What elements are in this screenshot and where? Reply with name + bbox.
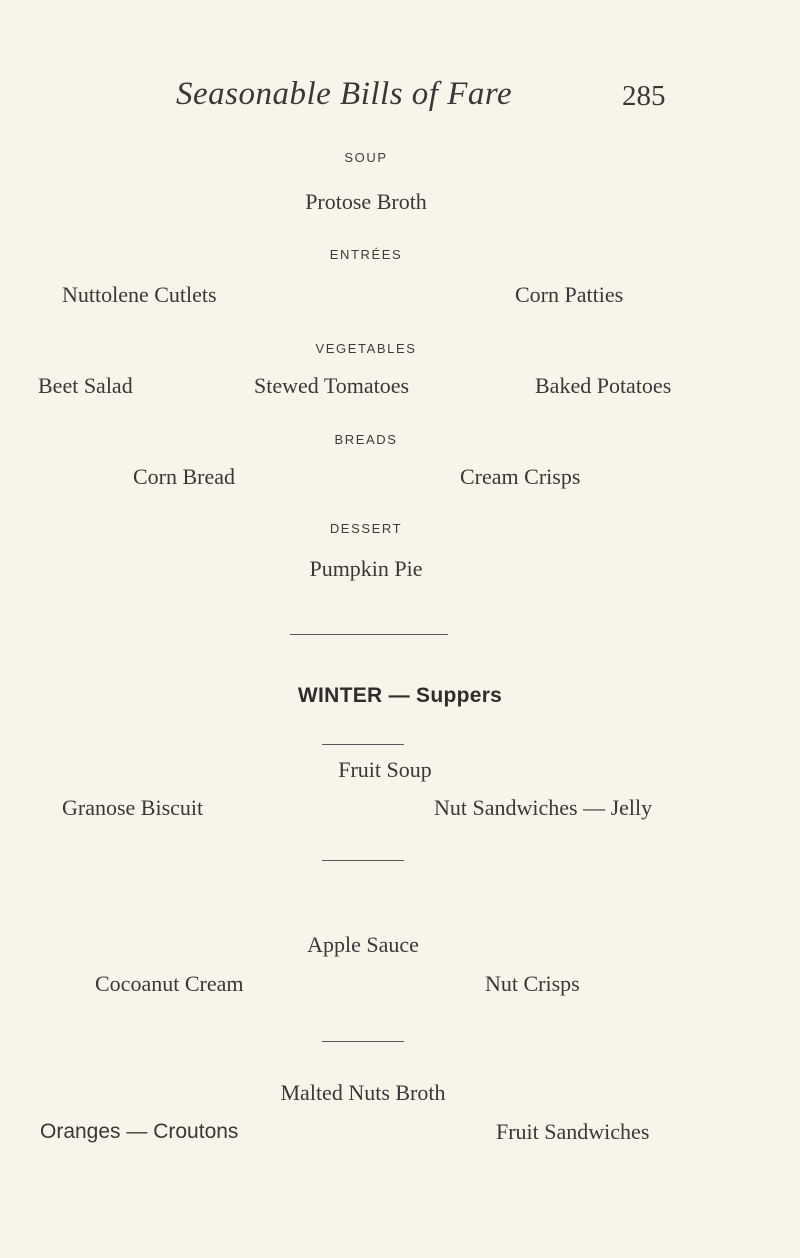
page-number: 285 [622, 80, 666, 112]
bill-divider [322, 860, 404, 861]
entrees-heading: ENTRÉES [329, 247, 403, 262]
supper-item: Nut Crisps [485, 971, 580, 996]
supper-item: Malted Nuts Broth [280, 1080, 446, 1105]
section-divider [290, 634, 448, 635]
entree-item: Nuttolene Cutlets [62, 282, 217, 307]
soup-item: Protose Broth [305, 189, 427, 214]
bread-item: Cream Crisps [460, 464, 581, 489]
bread-item: Corn Bread [133, 464, 236, 489]
supper-item: Nut Sandwiches — Jelly [434, 795, 653, 820]
supper-item: Granose Biscuit [62, 795, 204, 820]
dessert-item: Pumpkin Pie [309, 556, 423, 581]
section-title: WINTER — Suppers [297, 684, 503, 707]
supper-item: Apple Sauce [307, 932, 419, 957]
vegetable-item: Beet Salad [38, 373, 133, 398]
dessert-heading: DESSERT [329, 521, 403, 536]
supper-item: Oranges — Croutons [40, 1120, 239, 1143]
entree-item: Corn Patties [515, 282, 624, 307]
vegetable-item: Baked Potatoes [535, 373, 672, 398]
running-title: Seasonable Bills of Fare [176, 76, 513, 112]
bill-divider [322, 1041, 404, 1042]
vegetables-heading: VEGETABLES [315, 341, 417, 356]
breads-heading: BREADS [334, 432, 398, 447]
vegetable-item: Stewed Tomatoes [254, 373, 410, 398]
soup-heading: SOUP [344, 150, 388, 165]
bill-divider [322, 744, 404, 745]
supper-item: Fruit Sandwiches [496, 1119, 650, 1144]
supper-item: Cocoanut Cream [95, 971, 244, 996]
supper-item: Fruit Soup [338, 757, 432, 782]
